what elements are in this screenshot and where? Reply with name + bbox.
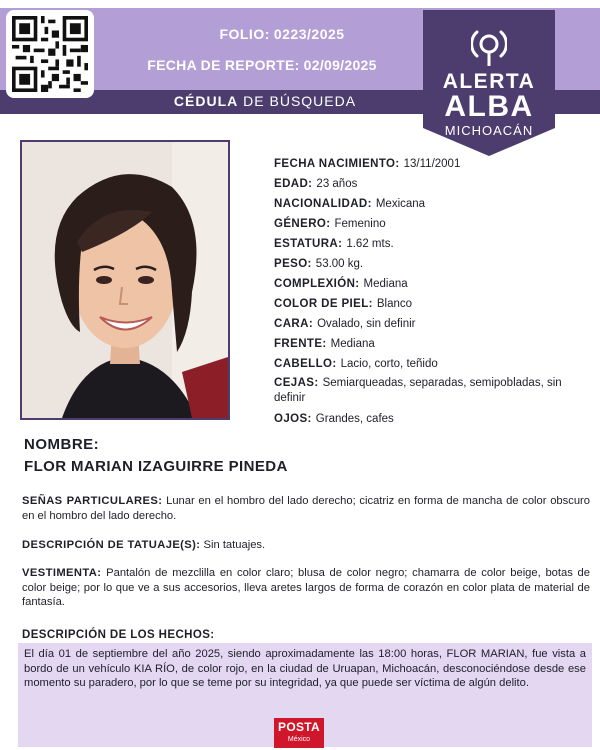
qr-code-icon [12, 16, 88, 92]
posta-logo-main: POSTA [278, 720, 320, 734]
posta-watermark-logo [274, 718, 324, 748]
events-description: El día 01 de septiembre del año 2025, siendo aproximadamente las 18:00 horas, FLOR MARIAN, fue vista a bordo de un vehículo KIA RÍO, de color rojo, en la ciudad de Uruapan, Michoacán, desconociéndose desde ese momento su paradero, por lo que se teme por su integridad, ya que puede ser víctima de algún delito. [18, 643, 592, 747]
events-label: DESCRIPCIÓN DE LOS HECHOS: [22, 629, 215, 641]
tattoos-text: Sin tatuajes. [203, 539, 266, 551]
detail-height: ESTATURA: 1.62 mts. [274, 238, 394, 250]
tattoos-label: DESCRIPCIÓN DE TATUAJE(S): [22, 539, 201, 551]
detail-eyes: OJOS: Grandes, cafes [274, 413, 394, 425]
name-value: FLOR MARIAN IZAGUIRRE PINEDA [24, 458, 288, 475]
detail-eyebrows: CEJAS: Semiarqueadas, separadas, semipobladas, sin definir [274, 377, 562, 404]
tattoos [22, 538, 590, 553]
state-text: MICHOACÁN [444, 123, 534, 138]
detail-nationality: NACIONALIDAD: Mexicana [274, 198, 426, 210]
detail-skin-color: COLOR DE PIEL: Blanco [274, 298, 413, 310]
posta-logo-sub: México [287, 736, 311, 743]
clothing-text: Pantalón de mezclilla en color claro; blusa de color negro; chamarra de color beige, botas de color beige; por lo que ve a sus accesorios, lleva aretes largos de forma de corazón en color plata de material de fantasía. [22, 567, 591, 608]
name-label: NOMBRE: [24, 436, 100, 453]
detail-birthdate: FECHA NACIMIENTO: 13/11/2001 [274, 158, 461, 170]
detail-forehead: FRENTE: Mediana [274, 338, 375, 350]
detail-weight: PESO: 53.00 kg. [274, 258, 364, 270]
qr-code [6, 10, 94, 98]
detail-face: CARA: Ovalado, sin definir [274, 318, 416, 330]
alerta-text: ALERTA [442, 70, 536, 93]
report-date-value: 02/09/2025 [303, 57, 377, 73]
alert-signal-icon [471, 28, 507, 68]
portrait-image [22, 142, 228, 418]
distinctive-marks [22, 494, 590, 523]
distinctive-marks-text: Lunar en el hombro del lado derecho; cicatriz en forma de mancha de color obscuro en el hombro del lado derecho. [22, 495, 590, 522]
alba-text: ALBA [444, 90, 534, 123]
document-title [120, 93, 410, 109]
folio [150, 26, 410, 42]
alerta-alba-badge [423, 10, 555, 156]
detail-hair: CABELLO: Lacio, corto, teñido [274, 358, 438, 370]
missing-person-photo [20, 140, 230, 420]
folio-value: 0223/2025 [273, 26, 345, 42]
report-date [100, 57, 420, 73]
clothing [22, 566, 590, 610]
clothing-label: VESTIMENTA: [22, 567, 102, 579]
detail-build: COMPLEXIÓN: Mediana [274, 278, 408, 290]
detail-gender: GÉNERO: Femenino [274, 218, 386, 230]
document-title-bold: CÉDULA [173, 93, 239, 109]
folio-label: FOLIO: [219, 26, 270, 42]
report-date-label: FECHA DE REPORTE: [147, 57, 300, 73]
personal-details [274, 154, 590, 429]
detail-age: EDAD: 23 años [274, 178, 358, 190]
distinctive-marks-label: SEÑAS PARTICULARES: [22, 495, 163, 507]
document-title-rest: DE BÚSQUEDA [243, 93, 357, 109]
